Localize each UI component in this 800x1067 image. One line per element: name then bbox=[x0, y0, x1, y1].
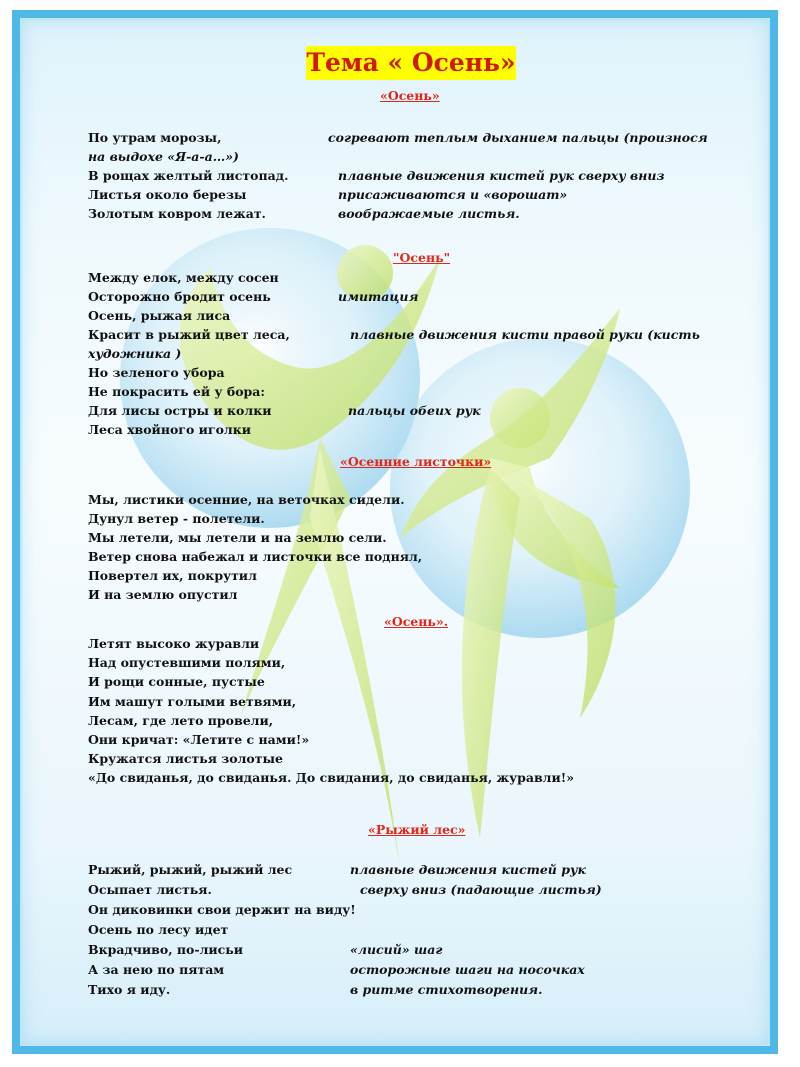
poem-heading: «Осень». bbox=[384, 614, 449, 629]
poem-line: Но зеленого убора bbox=[88, 365, 225, 380]
poem-line: По утрам морозы, bbox=[88, 130, 222, 145]
movement-note: на выдохе «Я-а-а…») bbox=[88, 149, 239, 164]
poem-line: Дунул ветер - полетели. bbox=[88, 511, 265, 526]
movement-note: плавные движения кисти правой руки (кисть bbox=[350, 327, 700, 342]
poster-content bbox=[20, 18, 770, 1046]
poem-line: Листья около березы bbox=[88, 187, 247, 202]
poem-line: И на землю опустил bbox=[88, 587, 238, 602]
movement-note: осторожные шаги на носочках bbox=[350, 962, 585, 977]
poem-line: И рощи сонные, пустые bbox=[88, 674, 265, 690]
poster-page bbox=[12, 10, 778, 1054]
movement-note: имитация bbox=[338, 289, 419, 304]
poem-line: Тихо я иду. bbox=[88, 982, 171, 997]
poem-line: Осень, рыжая лиса bbox=[88, 308, 231, 323]
movement-note: в ритме стихотворения. bbox=[350, 982, 543, 997]
poem-line: Над опустевшими полями, bbox=[88, 655, 286, 671]
poem-line: Летят высоко журавли bbox=[88, 636, 260, 651]
poem-line: Лесам, где лето провели, bbox=[88, 712, 274, 728]
poem-line: Он диковинки свои держит на виду! bbox=[88, 902, 356, 917]
movement-note: согревают теплым дыханием пальцы (произнося bbox=[328, 130, 708, 145]
poem-line: «До свиданья, до свиданья. До свидания, до свиданья, журавли!» bbox=[88, 770, 575, 786]
poem-line: Красит в рыжий цвет леса, bbox=[88, 327, 290, 342]
page-title: Тема « Осень» bbox=[306, 46, 516, 80]
movement-note: плавные движения кистей рук bbox=[350, 862, 586, 877]
poem-line: Вкрадчиво, по-лисьи bbox=[88, 942, 244, 957]
movement-note: художника ) bbox=[88, 346, 182, 361]
movement-note: присаживаются и «ворошат» bbox=[338, 187, 568, 202]
movement-note: «лисий» шаг bbox=[350, 942, 443, 957]
poem-heading: «Осенние листочки» bbox=[340, 454, 492, 469]
poem-heading: "Осень" bbox=[393, 250, 451, 265]
poem-heading: «Рыжий лес» bbox=[368, 822, 466, 837]
poem-line: Осень по лесу идет bbox=[88, 922, 229, 937]
poem-line: Кружатся листья золотые bbox=[88, 751, 283, 767]
movement-note: плавные движения кистей рук сверху вниз bbox=[338, 168, 665, 183]
poem-line: Мы, листики осенние, на веточках сидели. bbox=[88, 492, 405, 507]
poem-line: Осторожно бродит осень bbox=[88, 289, 271, 304]
poem-line: Леса хвойного иголки bbox=[88, 422, 252, 437]
movement-note: воображаемые листья. bbox=[338, 206, 520, 221]
poem-line: В рощах желтый листопад. bbox=[88, 168, 289, 183]
poem-line: Мы летели, мы летели и на землю сели. bbox=[88, 530, 387, 545]
poem-line: Золотым ковром лежат. bbox=[88, 206, 266, 221]
poem-heading: «Осень» bbox=[380, 88, 440, 103]
poem-line: Между елок, между сосен bbox=[88, 270, 279, 285]
movement-note: сверху вниз (падающие листья) bbox=[360, 882, 602, 897]
poem-line: Рыжий, рыжий, рыжий лес bbox=[88, 862, 293, 877]
movement-note: пальцы обеих рук bbox=[348, 403, 481, 418]
poem-line: Они кричат: «Летите с нами!» bbox=[88, 732, 310, 747]
poem-line: Не покрасить ей у бора: bbox=[88, 384, 265, 399]
poem-line: Для лисы остры и колки bbox=[88, 403, 272, 418]
poem-line: Им машут голыми ветвями, bbox=[88, 693, 297, 709]
poem-line: Осыпает листья. bbox=[88, 882, 212, 897]
poem-line: А за нею по пятам bbox=[88, 962, 225, 977]
poem-line: Ветер снова набежал и листочки все поднял, bbox=[88, 549, 423, 564]
poem-line: Повертел их, покрутил bbox=[88, 568, 257, 583]
